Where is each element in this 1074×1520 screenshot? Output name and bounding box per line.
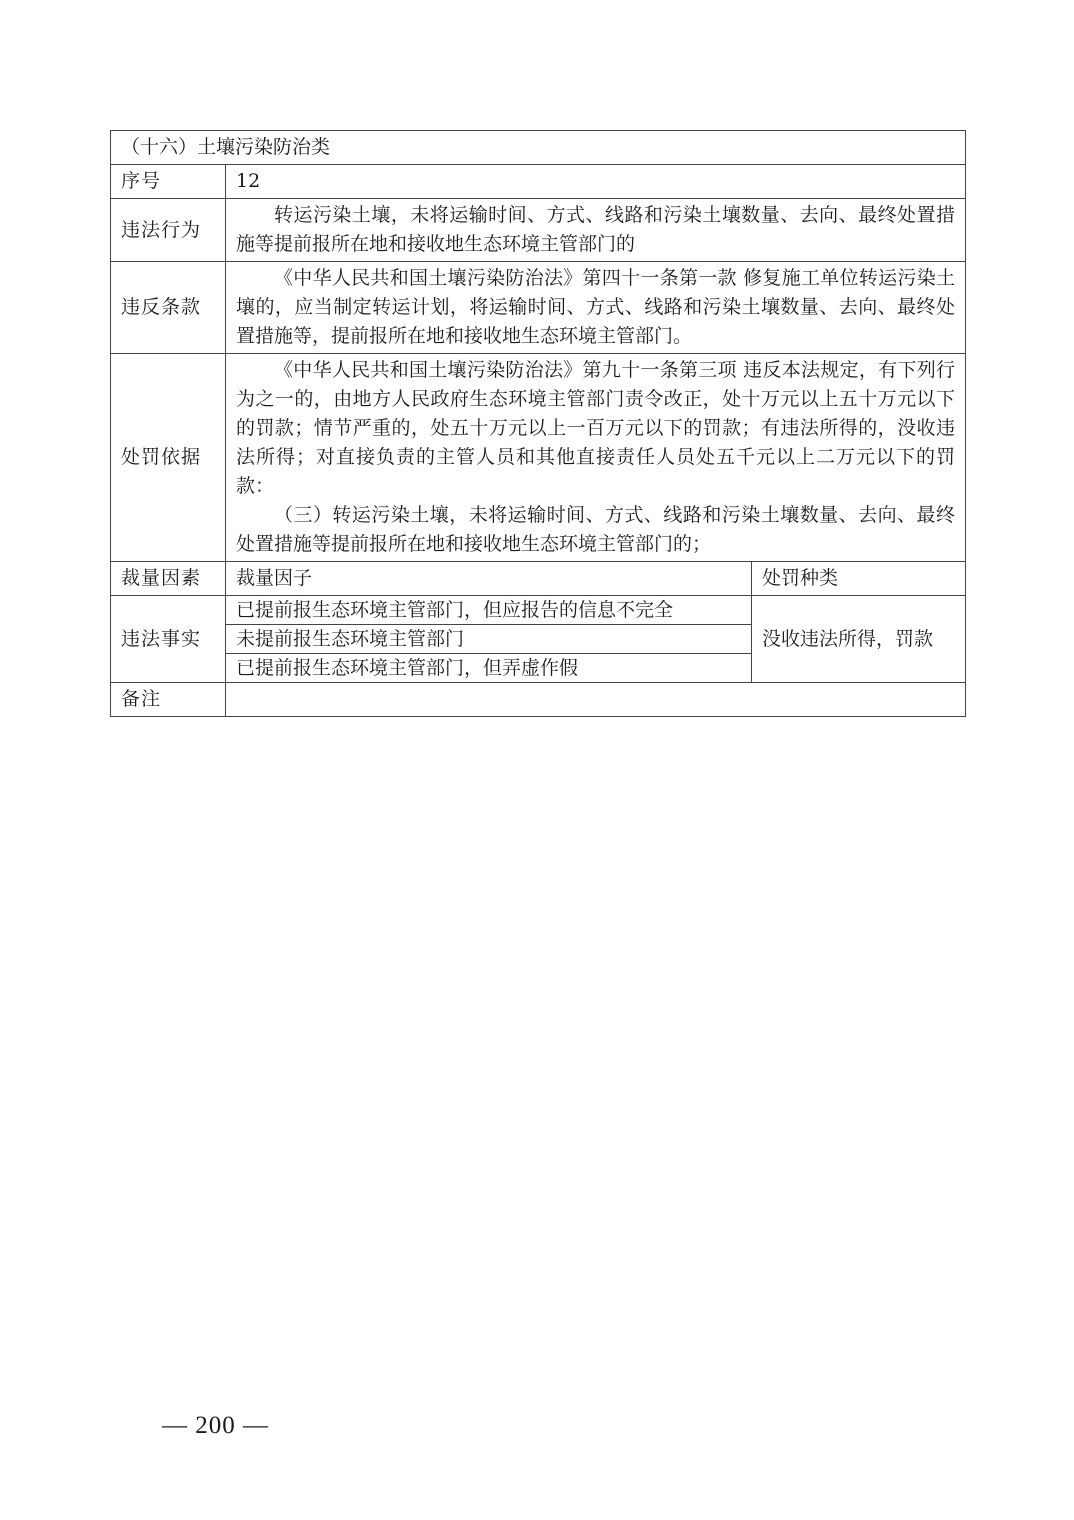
- serial-label: 序号: [111, 165, 226, 199]
- page-number: — 200 —: [162, 1412, 269, 1439]
- basis-paragraph: 《中华人民共和国土壤污染防治法》第九十一条第三项 违反本法规定，有下列行为之一的，由地方人民政府生态环境主管部门责令改正，处十万元以上五十万元以下的罚款；情节严重的，处五十万元以上一百万元以下的罚款；有违法所得的，没收违法所得；对直接负责的主管人员和其他直接责任人员处五千元以上二万元以下的罚款：: [236, 359, 955, 497]
- behavior-text: 转运污染土壤，未将运输时间、方式、线路和污染土壤数量、去向、最终处置措施等提前报所在地和接收地生态环境主管部门的: [236, 204, 955, 255]
- list-item: 已提前报生态环境主管部门，但应报告的信息不完全: [226, 596, 751, 625]
- discretion-row: [111, 562, 966, 596]
- behavior-cell: [226, 199, 966, 262]
- discretion-label: 裁量因素: [111, 562, 226, 596]
- basis-paragraph: （三）转运污染土壤，未将运输时间、方式、线路和污染土壤数量、去向、最终处置措施等提前报所在地和接收地生态环境主管部门的；: [236, 504, 955, 555]
- table-title-row: [111, 131, 966, 165]
- facts-row: [111, 596, 966, 683]
- facts-penalty: 没收违法所得，罚款: [752, 596, 966, 683]
- violated-text: 《中华人民共和国土壤污染防治法》第四十一条第一款 修复施工单位转运污染土壤的，应当制定转运计划，将运输时间、方式、线路和污染土壤数量、去向、最终处置措施等，提前报所在地和接收地生态环境主管部门。: [236, 267, 955, 347]
- basis-label: 处罚依据: [111, 354, 226, 562]
- list-item: 未提前报生态环境主管部门: [226, 625, 751, 654]
- violated-row: [111, 262, 966, 354]
- penalty-header: 处罚种类: [752, 562, 966, 596]
- factor-header: 裁量因子: [226, 562, 752, 596]
- remark-row: [111, 683, 966, 717]
- list-item: 已提前报生态环境主管部门，但弄虚作假: [236, 657, 579, 679]
- behavior-row: [111, 199, 966, 262]
- penalty-standard-table: [110, 130, 966, 717]
- behavior-label: 违法行为: [111, 199, 226, 262]
- violated-cell: [226, 262, 966, 354]
- basis-row: [111, 354, 966, 562]
- table-title: （十六）土壤污染防治类: [111, 131, 966, 165]
- facts-label: 违法事实: [111, 596, 226, 683]
- facts-list: [226, 596, 752, 683]
- serial-row: [111, 165, 966, 199]
- remark-value: [226, 683, 966, 717]
- remark-label: 备注: [111, 683, 226, 717]
- serial-value: 12: [226, 165, 966, 199]
- violated-label: 违反条款: [111, 262, 226, 354]
- basis-cell: [226, 354, 966, 562]
